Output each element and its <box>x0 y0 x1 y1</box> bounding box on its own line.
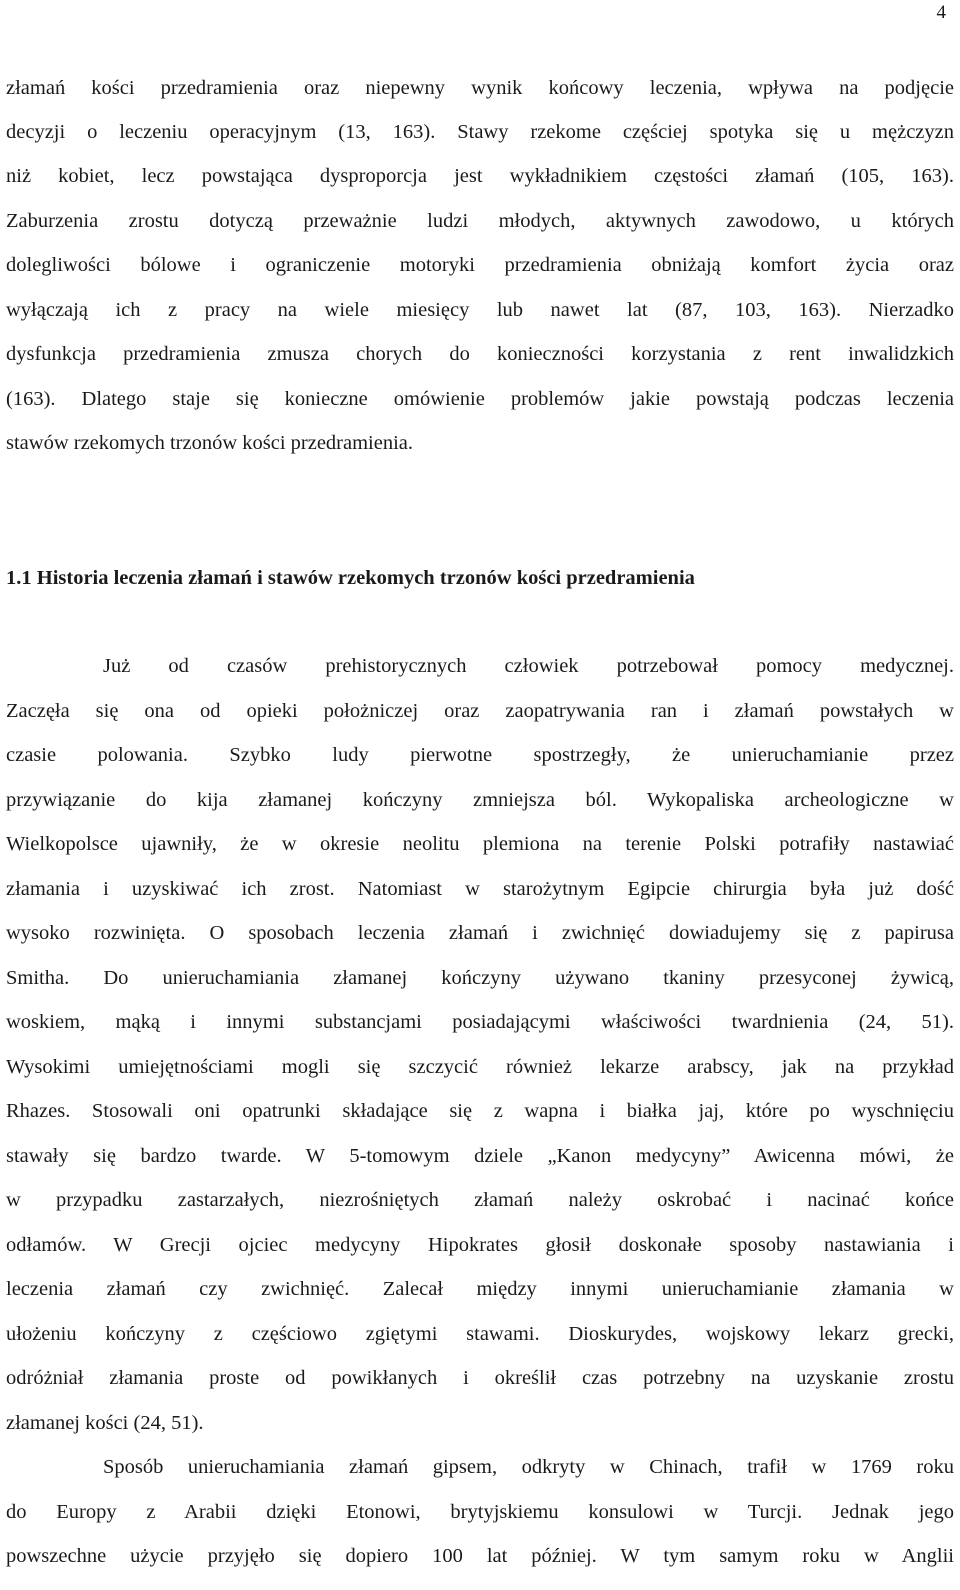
text-line: dolegliwości bólowe i ograniczenie motoryki przedramienia obniżają komfort życia oraz <box>6 254 954 276</box>
page-number: 4 <box>936 2 946 23</box>
text-line: do Europy z Arabii dzięki Etonowi, brytyjskiemu konsulowi w Turcji. Jednak jego <box>6 1501 954 1523</box>
text-line: Zaczęła się ona od opieki położniczej oraz zaopatrywania ran i złamań powstałych w <box>6 700 954 722</box>
text-line: (163). Dlatego staje się konieczne omówienie problemów jakie powstają podczas leczenia <box>6 388 954 410</box>
text-line: decyzji o leczeniu operacyjnym (13, 163). Stawy rzekome częściej spotyka się u mężczyzn <box>6 121 954 143</box>
text-line: Już od czasów prehistorycznych człowiek potrzebował pomocy medycznej. <box>103 655 954 677</box>
text-line: wysoko rozwinięta. O sposobach leczenia złamań i zwichnięć dowiadujemy się z papirusa <box>6 922 954 944</box>
text-line: stawów rzekomych trzonów kości przedramienia. <box>6 432 414 454</box>
text-line: złamanej kości (24, 51). <box>6 1412 204 1434</box>
text-line: odróżniał złamania proste od powikłanych i określił czas potrzebny na uzyskanie zrostu <box>6 1367 954 1389</box>
text-line: leczenia złamań czy zwichnięć. Zalecał między innymi unieruchamianie złamania w <box>6 1278 954 1300</box>
text-line: Zaburzenia zrostu dotyczą przeważnie ludzi młodych, aktywnych zawodowo, u których <box>6 210 954 232</box>
text-line: złamania i uzyskiwać ich zrost. Natomiast w starożytnym Egipcie chirurgia była już dość <box>6 878 954 900</box>
text-line: dysfunkcja przedramienia zmusza chorych do konieczności korzystania z rent inwalidzkich <box>6 343 954 365</box>
text-line: czasie polowania. Szybko ludy pierwotne spostrzegły, że unieruchamianie przez <box>6 744 954 766</box>
text-line: powszechne użycie przyjęło się dopiero 100 lat później. W tym samym roku w Anglii <box>6 1545 954 1567</box>
text-line: Wysokimi umiejętnościami mogli się szczycić również lekarze arabscy, jak na przykład <box>6 1056 954 1078</box>
text-line: niż kobiet, lecz powstająca dysproporcja jest wykładnikiem częstości złamań (105, 163). <box>6 165 954 187</box>
text-line: odłamów. W Grecji ojciec medycyny Hipokrates głosił doskonałe sposoby nastawiania i <box>6 1234 954 1256</box>
text-line: w przypadku zastarzałych, niezrośniętych złamań należy oskrobać i nacinać końce <box>6 1189 954 1211</box>
text-line: woskiem, mąką i innymi substancjami posiadającymi właściwości twardnienia (24, 51). <box>6 1011 954 1033</box>
text-line: złamań kości przedramienia oraz niepewny wynik końcowy leczenia, wpływa na podjęcie <box>6 77 954 99</box>
text-line: ułożeniu kończyny z częściowo zgiętymi stawami. Dioskurydes, wojskowy lekarz grecki, <box>6 1323 954 1345</box>
text-line: stawały się bardzo twarde. W 5-tomowym dziele „Kanon medycyny” Awicenna mówi, że <box>6 1145 954 1167</box>
text-line: przywiązanie do kija złamanej kończyny zmniejsza ból. Wykopaliska archeologiczne w <box>6 789 954 811</box>
text-line: wyłączają ich z pracy na wiele miesięcy lub nawet lat (87, 103, 163). Nierzadko <box>6 299 954 321</box>
text-line: Rhazes. Stosowali oni opatrunki składające się z wapna i białka jaj, które po wyschnięciu <box>6 1100 954 1122</box>
text-line: Sposób unieruchamiania złamań gipsem, odkryty w Chinach, trafił w 1769 roku <box>103 1456 954 1478</box>
text-line: Wielkopolsce ujawniły, że w okresie neolitu plemiona na terenie Polski potrafiły nastawiać <box>6 833 954 855</box>
section-heading: 1.1 Historia leczenia złamań i stawów rzekomych trzonów kości przedramienia <box>6 567 695 589</box>
text-line: Smitha. Do unieruchamiania złamanej kończyny używano tkaniny przesyconej żywicą, <box>6 967 954 989</box>
